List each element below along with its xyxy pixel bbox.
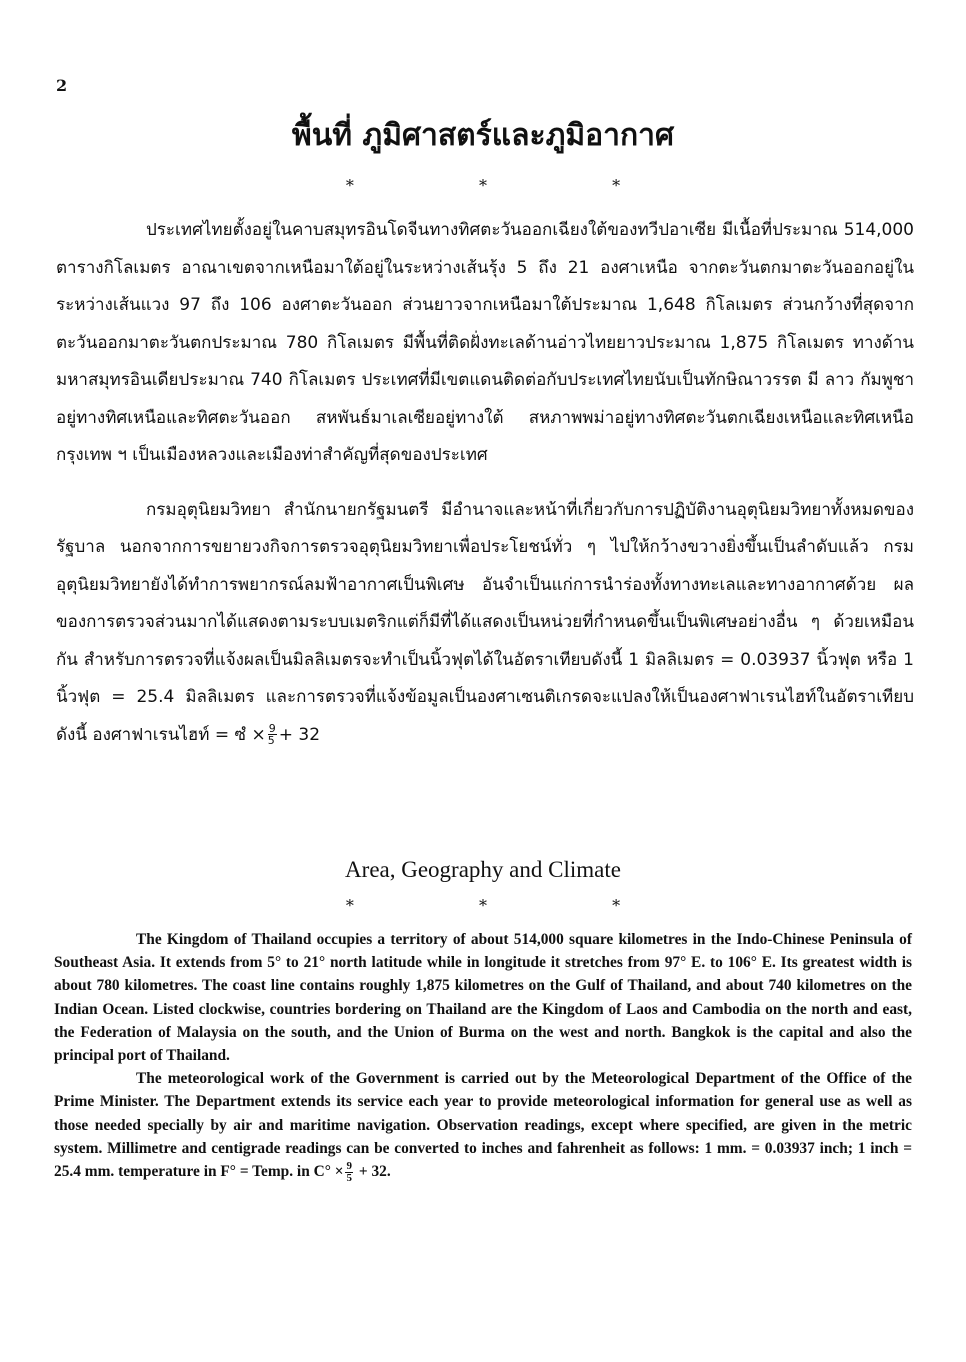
thai-paragraph-meteorology bbox=[56, 492, 914, 755]
thai-fraction-numerator: 9 bbox=[268, 722, 276, 735]
thai-paragraph-geography: ประเทศไทยตั้งอยู่ในคาบสมุทรอินโดจีนทางทิศตะวันออกเฉียงใต้ของทวีปอาเซีย มีเนื้อที่ประมาณ 514,000 ตารางกิโลเมตร อาณาเขตจากเหนือมาใต้อยู่ในระหว่างเส้นรุ้ง 5 ถึง 21 องศาเหนือ จากตะวันตกมาตะวันออกอยู่ในระหว่างเส้นแวง 97 ถึง 106 องศาตะวันออก ส่วนยาวจากเหนือมาใต้ประมาณ 1,648 กิโลเมตร ส่วนกว้างที่สุดจากตะวันออกมาตะวันตกประมาณ 780 กิโลเมตร มีพื้นที่ติดฝั่งทะเลด้านอ่าวไทยยาวประมาณ 1,875 กิโลเมตร ทางด้านมหาสมุทรอินเดียประมาณ 740 กิโลเมตร ประเทศที่มีเขตแดนติดต่อกับประเทศไทยนับเป็นทักษิณาวรรต มี ลาว กัมพูชาอยู่ทางทิศเหนือและทิศตะวันออก สหพันธ์มาเลเซียอยู่ทางใต้ สหภาพพม่าอยู่ทางทิศตะวันตกเฉียงเหนือและทิศเหนือ กรุงเทพ ฯ เป็นเมืองหลวงและเมืองท่าสำคัญที่สุดของประเทศ bbox=[56, 220, 914, 465]
thai-body bbox=[56, 212, 914, 754]
english-section-title: Area, Geography and Climate bbox=[345, 857, 621, 882]
english-paragraph-meteorology bbox=[54, 1067, 912, 1184]
thai-fraction bbox=[268, 723, 277, 746]
english-section-separator: * * * bbox=[345, 896, 681, 915]
thai-section-title: พื้นที่ ภูมิศาสตร์และภูมิอากาศ bbox=[291, 118, 675, 153]
english-body bbox=[54, 928, 912, 1184]
thai-fraction-denominator: 5 bbox=[267, 734, 275, 747]
english-formula-tail: + 32. bbox=[358, 1163, 391, 1181]
english-fraction bbox=[345, 1161, 353, 1184]
english-paragraph-geography: The Kingdom of Thailand occupies a territory of about 514,000 square kilometres in the Indo-Chinese Peninsula of Southeast Asia. It extends from 5° to 21° north latitude while in longitude it stretches from 97° E. to 106° E. Its greatest width is about 780 kilometres. The coast line contains roughly 1,875 kilometres on the Gulf of Thailand, and about 740 kilometres on the Indian Ocean. Listed clockwise, countries bordering on Thailand are the Kingdom of Laos and Cambodia on the north and east, the Federation of Malaysia on the south, and the Union of Burma on the west and north. Bangkok is the capital and also the principal port of Thailand. bbox=[54, 931, 912, 1065]
page-number: 2 bbox=[56, 76, 68, 95]
english-fraction-numerator: 9 bbox=[346, 1160, 352, 1172]
english-fraction-denominator: 5 bbox=[346, 1172, 352, 1184]
english-paragraph-meteorology-text: The meteorological work of the Government is carried out by the Meteorological Department of the Office of the Prime Minister. The Department extends its service each year to provide meteorological information for general use as well as those needed specially by air and maritime navigation. Observation readings, except where specified, are given in the metric system. Millimetre and centigrade readings can be converted to inches and fahrenheit as follows: 1 mm. = 0.03937 inch; 1 inch = 25.4 mm. temperature in F° = Temp. in C° × bbox=[54, 1070, 912, 1181]
thai-formula-tail: + 32 bbox=[278, 724, 321, 745]
thai-section-separator: * * * bbox=[345, 176, 681, 195]
thai-paragraph-meteorology-text: กรมอุตุนิยมวิทยา สำนักนายกรัฐมนตรี มีอำนาจและหน้าที่เกี่ยวกับการปฏิบัติงานอุตุนิยมวิทยาทั้งหมดของรัฐบาล นอกจากการขยายวงกิจการตรวจอุตุนิยมวิทยาเพื่อประโยชน์ทั่ว ๆ ไปให้กว้างขวางยิ่งขึ้นเป็นลำดับแล้ว กรมอุตุนิยมวิทยายังได้ทำการพยากรณ์ลมฟ้าอากาศเป็นพิเศษ อันจำเป็นแก่การนำร่องทั้งทางทะเลและทางอากาศด้วย ผลของการตรวจส่วนมากได้แสดงตามระบบเมตริกแต่ก็มีที่ได้แสดงเป็นหน่วยที่กำหนดขึ้นเป็นพิเศษอย่างอื่น ๆ ด้วยเหมือนกัน สำหรับการตรวจที่แจ้งผลเป็นมิลลิเมตรจะทำเป็นนิ้วฟุตได้ในอัตราเทียบดังนี้ 1 มิลลิเมตร = 0.03937 นิ้วฟุต หรือ 1 นิ้วฟุต = 25.4 มิลลิเมตร และการตรวจที่แจ้งข้อมูลเป็นองศาเซนติเกรดจะแปลงให้เป็นองศาฟาเรนไฮท์ในอัตราเทียบดังนี้ องศาฟาเรนไฮท์ = ซํ × bbox=[56, 499, 914, 745]
